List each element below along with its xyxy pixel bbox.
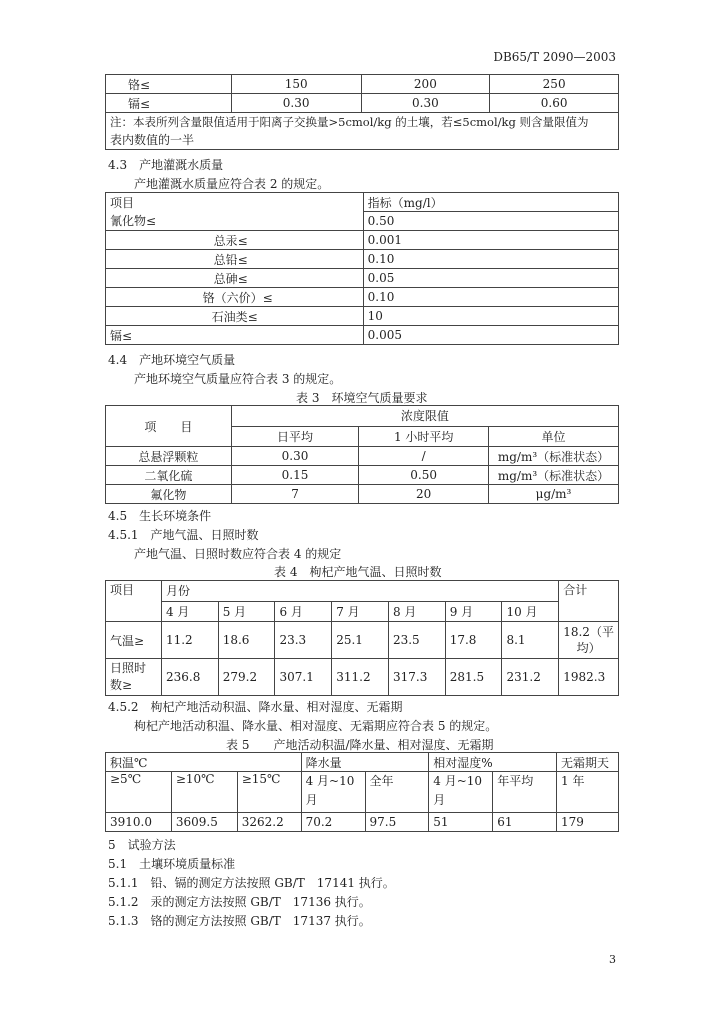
table-row [106,622,619,659]
cell: mg/m³（标准状态） [489,466,619,485]
cell: 0.10 [363,288,618,307]
cell: 236.8 [161,659,218,696]
column-header: 日平均 [231,426,359,447]
cell: / [359,447,489,466]
cell: 51 [429,813,493,832]
row-label: 铬≤ [106,75,232,94]
section-text: 产地环境空气质量应符合表 3 的规定。 [134,372,342,386]
row-label: 氟化物 [106,485,232,504]
row-label: 氰化物≤ [106,212,364,231]
cell: mg/m³（标准状态） [489,447,619,466]
list-item: 5.1.1 铅、镉的测定方法按照 GB/T 17141 执行。 [108,876,395,890]
note-line: 表内数值的一半 [110,133,195,147]
cell-line: 18.2（平 [563,625,614,639]
cell: 97.5 [365,813,429,832]
month-header: 7 月 [332,601,389,622]
section-text: 产地气温、日照时数应符合表 4 的规定 [134,547,342,561]
cell: μg/m³ [489,485,619,504]
cell-line: 月 [305,793,318,807]
month-header: 9 月 [445,601,502,622]
table-row [106,447,619,466]
column-header: 1 年 [557,772,619,813]
subsection-heading: 4.5.1 产地气温、日照时数 [108,528,259,542]
table-row [106,307,619,326]
table-row [106,485,619,504]
list-item: 5.1.2 汞的测定方法按照 GB/T 17136 执行。 [108,895,371,909]
subsection-heading: 4.5.2 枸杞产地活动积温、降水量、相对湿度、无霜期 [108,700,403,714]
column-header: 月份 [161,581,558,602]
column-header: 项目 [106,193,364,212]
soil-limits-table-tail [105,74,619,150]
table-header-row [106,581,619,602]
cell: 0.30 [231,447,359,466]
table-row [106,466,619,485]
table-row [106,326,619,345]
cell: 3262.2 [237,813,301,832]
column-header: ≥15℃ [237,772,301,813]
cell-line: 均） [576,641,601,655]
column-header: 项 目 [106,406,232,447]
irrigation-water-table [105,192,619,345]
cell-line: 4 月~10 [433,774,483,788]
section-heading: 4.4 产地环境空气质量 [108,353,236,367]
table-row [106,813,619,832]
cell: 11.2 [161,622,218,659]
cell: 150 [231,75,361,94]
cell: 279.2 [218,659,275,696]
table-row [106,231,619,250]
table-caption: 表 3 环境空气质量要求 [296,391,428,405]
column-header [301,772,365,813]
table-note-row [106,113,619,150]
cell: 61 [493,813,557,832]
page-number: 3 [609,953,616,966]
cell: 317.3 [388,659,445,696]
column-header: 项目 [106,581,162,622]
table-row [106,659,619,696]
section-text: 枸杞产地活动积温、降水量、相对湿度、无霜期应符合表 5 的规定。 [134,719,498,733]
table-header-row [106,753,619,772]
cell: 0.05 [363,269,618,288]
doc-id: DB65/T 2090—2003 [493,50,616,64]
cell: 0.30 [361,94,490,113]
table-header-row [106,601,619,622]
cell: 231.2 [502,659,559,696]
cell: 8.1 [502,622,559,659]
note-line: 注：本表所列含量限值适用于阳离子交换量>5cmol/kg 的土壤，若≤5cmol/kg 则含量限值为 [110,115,589,129]
table-note [106,113,619,150]
column-header: 合计 [559,581,619,622]
cell: 23.5 [388,622,445,659]
list-item: 5.1.3 铬的测定方法按照 GB/T 17137 执行。 [108,914,371,928]
column-header [429,772,493,813]
cell: 307.1 [275,659,332,696]
row-label: 石油类≤ [106,307,364,326]
cell: 25.1 [332,622,389,659]
table-header-row [106,772,619,813]
section-text: 产地灌溉水质量应符合表 2 的规定。 [134,177,330,191]
cell: 0.50 [359,466,489,485]
column-header: 全年 [365,772,429,813]
table-row [106,94,619,113]
table-header-row [106,193,619,212]
cell: 250 [490,75,619,94]
cell: 17.8 [445,622,502,659]
table-row [106,288,619,307]
cell: 70.2 [301,813,365,832]
table-caption: 表 4 枸杞产地气温、日照时数 [274,565,442,579]
column-header: 浓度限值 [231,406,618,427]
cell: 179 [557,813,619,832]
column-header: ≥5℃ [106,772,172,813]
row-label: 铬（六价）≤ [106,288,364,307]
column-header: 指标（mg/l） [363,193,618,212]
total-cell [559,622,619,659]
column-header: 年平均 [493,772,557,813]
air-quality-table [105,405,619,504]
total-cell: 1982.3 [559,659,619,696]
cell: 0.10 [363,250,618,269]
cell: 200 [361,75,490,94]
row-label: 镉≤ [106,94,232,113]
cell: 0.60 [490,94,619,113]
cell-line: 4 月~10 [305,774,355,788]
row-label [106,659,162,696]
cell: 0.15 [231,466,359,485]
month-header: 6 月 [275,601,332,622]
column-header: 相对湿度% [429,753,557,772]
month-header: 10 月 [502,601,559,622]
column-header: 单位 [489,426,619,447]
column-header: 降水量 [301,753,429,772]
accumulated-temperature-table [105,752,619,832]
table-row [106,250,619,269]
cell: 0.50 [363,212,618,231]
row-label: 总砷≤ [106,269,364,288]
row-label: 镉≤ [106,326,364,345]
month-header: 8 月 [388,601,445,622]
cell: 20 [359,485,489,504]
cell: 0.005 [363,326,618,345]
cell: 281.5 [445,659,502,696]
cell-line: 数≥ [110,678,133,692]
table-header-row [106,406,619,427]
month-header: 4 月 [161,601,218,622]
column-header: ≥10℃ [171,772,237,813]
temperature-sunshine-table [105,580,619,696]
cell: 10 [363,307,618,326]
table-caption: 表 5 产地活动积温/降水量、相对湿度、无霜期 [226,738,494,752]
row-label: 总悬浮颗粒 [106,447,232,466]
table-row [106,269,619,288]
section-heading: 4.5 生长环境条件 [108,509,212,523]
cell: 18.6 [218,622,275,659]
month-header: 5 月 [218,601,275,622]
subsection-heading: 5.1 土壤环境质量标准 [108,857,236,871]
section-heading: 4.3 产地灌溉水质量 [108,158,224,172]
row-label: 总铅≤ [106,250,364,269]
column-header: 无霜期天 [557,753,619,772]
cell: 7 [231,485,359,504]
table-row [106,75,619,94]
column-header: 1 小时平均 [359,426,489,447]
section-heading: 5 试验方法 [108,838,176,852]
row-label: 二氧化硫 [106,466,232,485]
cell: 23.3 [275,622,332,659]
cell: 0.30 [231,94,361,113]
cell: 3609.5 [171,813,237,832]
cell-line: 月 [433,793,446,807]
table-row [106,212,619,231]
cell: 3910.0 [106,813,172,832]
cell: 0.001 [363,231,618,250]
cell: 311.2 [332,659,389,696]
row-label: 总汞≤ [106,231,364,250]
column-header: 积温℃ [106,753,302,772]
row-label: 气温≥ [106,622,162,659]
cell-line: 日照时 [110,661,147,675]
